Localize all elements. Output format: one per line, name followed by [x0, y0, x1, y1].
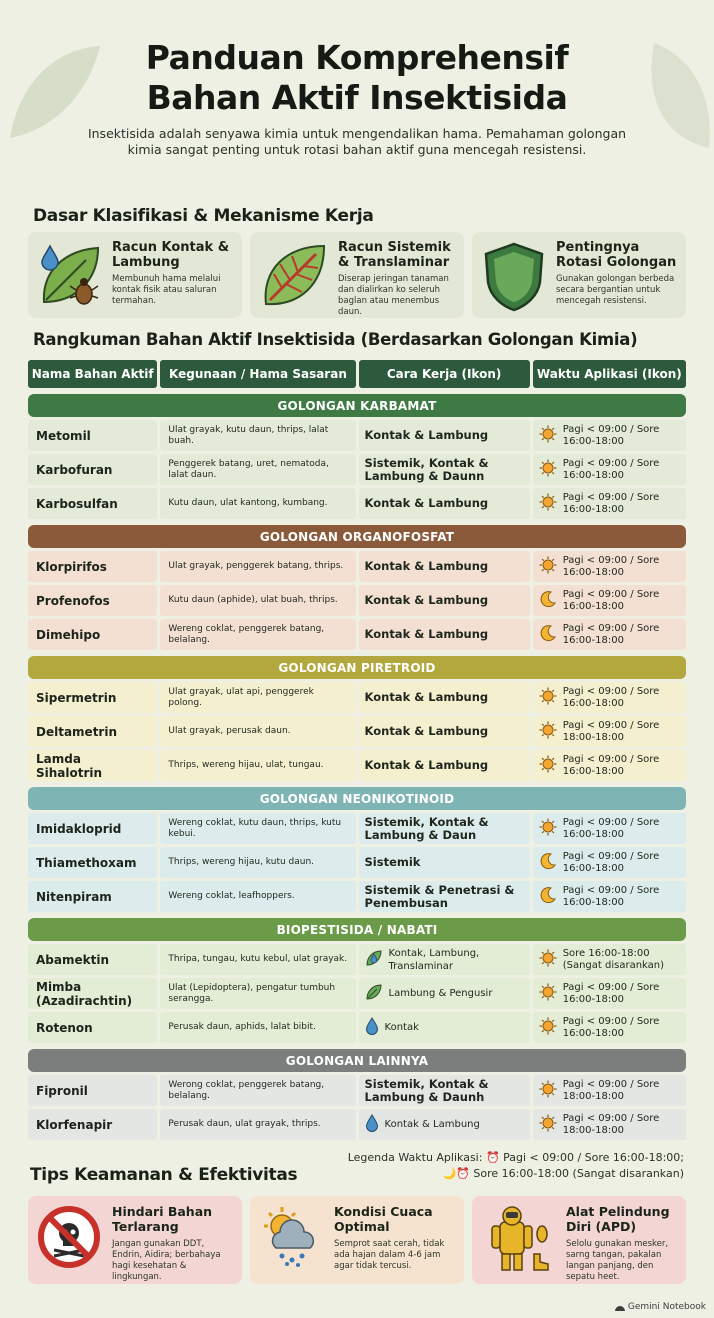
cell-kegunaan-text: Wereng coklat, penggerek batang, belalang.: [168, 623, 325, 645]
cell-waktu-text: Pagi < 09:00 / Sore 18:00-18:00: [562, 1112, 660, 1136]
cell-cara-kerja: [359, 551, 530, 582]
cell-nama: [28, 585, 157, 616]
sun-icon: [539, 949, 557, 971]
cell-nama-text: Deltametrin: [36, 724, 117, 739]
cell-nama: [28, 716, 157, 747]
table-row: [28, 1109, 686, 1140]
drop-icon: [365, 1017, 379, 1039]
group-header: GOLONGAN LAINNYA: [28, 1049, 686, 1072]
cell-nama-text: Lamda Sihalotrin: [36, 751, 103, 780]
card-sistemik-translaminar: [250, 232, 464, 318]
cell-nama-text: Dimehipo: [36, 627, 101, 642]
cell-waktu-text: Pagi < 09:00 / Sore 16:00-18:00: [562, 884, 660, 908]
table-row: [28, 551, 686, 582]
cell-kegunaan: [160, 978, 355, 1009]
cell-nama: [28, 551, 157, 582]
cell-nama-text: Karbofuran: [36, 462, 113, 477]
cell-waktu: [533, 488, 686, 519]
cell-cara-kerja-text: Kontak & Lambung: [384, 1119, 480, 1130]
sun-icon: [539, 1080, 557, 1102]
cell-waktu-text: Pagi < 09:00 / Sore 16:00-18:00: [562, 588, 660, 612]
sun-icon: [539, 755, 557, 777]
cell-nama: [28, 682, 157, 713]
cell-waktu-text: Pagi < 09:00 / Sore 16:00-18:00: [562, 491, 660, 515]
tip-title: Alat Pelindung Diri (APD): [566, 1204, 670, 1234]
table-body: [28, 394, 686, 1140]
brand-text: Gemini Notebook: [627, 1302, 706, 1312]
moon-icon: [539, 852, 557, 874]
sun-icon: [539, 556, 557, 578]
cell-nama-text: Sipermetrin: [36, 690, 117, 705]
table-row: [28, 978, 686, 1009]
cell-cara-kerja-text: Sistemik, Kontak & Lambung & Daunh: [364, 1076, 489, 1104]
cell-waktu: [533, 881, 686, 912]
cell-kegunaan-text: Penggerek batang, uret, nematoda, lalat daun.: [168, 458, 329, 480]
card-title: Racun Sistemik & Translaminar: [338, 240, 451, 270]
moon-icon: [539, 590, 557, 612]
cell-nama-text: Metomil: [36, 428, 91, 443]
section-title-tips: Tips Keamanan & Efektivitas: [30, 1165, 298, 1185]
cell-kegunaan-text: Ulat grayak, ulat api, penggerek polong.: [168, 686, 314, 708]
cell-kegunaan: [160, 847, 355, 878]
title-line-1: Panduan Komprehensif: [145, 38, 569, 77]
card-rotasi-golongan: [472, 232, 686, 318]
cell-kegunaan: [160, 813, 355, 844]
cell-cara-kerja-text: Sistemik, Kontak & Lambung & Daunn: [364, 455, 489, 483]
sun-icon: [539, 818, 557, 840]
card-desc: Gunakan golongan berbeda secara bergantian untuk mencegah resistensi.: [556, 274, 675, 306]
sun-icon: [539, 493, 557, 515]
cell-cara-kerja-text: Kontak & Lambung: [364, 627, 489, 641]
cell-nama: [28, 1075, 157, 1106]
cell-cara-kerja-text: Sistemik: [364, 855, 421, 869]
header-nama: Nama Bahan Aktif: [28, 360, 157, 388]
cell-waktu: [533, 551, 686, 582]
cell-nama-text: Nitenpiram: [36, 889, 112, 904]
cell-cara-kerja: [359, 1075, 530, 1106]
shield-icon: [480, 240, 548, 312]
cell-waktu-text: Pagi < 09:00 / Sore 16:00-18:00: [562, 423, 660, 447]
leaf-decoration-icon: [0, 38, 110, 148]
cell-waktu-text: Pagi < 09:00 / Sore 18:00-18:00: [562, 1078, 660, 1102]
cell-cara-kerja: [359, 488, 530, 519]
prohibited-skull-icon: [36, 1204, 102, 1270]
tip-desc: Selolu gunakan mesker, sarng tangan, pakalan langan panjang, den sepatu heet.: [566, 1239, 669, 1282]
cell-kegunaan: [160, 551, 355, 582]
cell-waktu: [533, 944, 686, 975]
card-desc: Diserap jeringan tanaman dan dialirkan ko seleruh baglan atau menembus daun.: [338, 274, 449, 317]
cell-waktu-text: Pagi < 09:00 / Sore 16:00-18:00: [562, 1015, 660, 1039]
cell-cara-kerja: [359, 944, 530, 975]
cell-nama-text: Klorfenapir: [36, 1117, 113, 1132]
cell-waktu-text: Pagi < 09:00 / Sore 16:00-18:00: [562, 753, 660, 777]
cell-kegunaan-text: Kutu daun (aphide), ulat buah, thrips.: [168, 595, 338, 605]
sun-icon: [539, 983, 557, 1005]
tip-desc: Jangan gunakan DDT, Endrin, Aidira; berbahaya hagi kesehatan & lingkungan.: [112, 1239, 221, 1282]
cell-nama: [28, 454, 157, 485]
cell-cara-kerja: [359, 978, 530, 1009]
leaf-decoration-icon: [624, 38, 714, 158]
table-row: [28, 1012, 686, 1043]
cell-waktu-text: Pagi < 09:00 / Sore 16:00-18:00: [562, 850, 660, 874]
cell-nama: [28, 750, 157, 781]
cell-nama-text: Profenofos: [36, 593, 110, 608]
cell-nama: [28, 619, 157, 650]
cell-cara-kerja: [359, 716, 530, 747]
tip-desc: Semprot saat cerah, tidak ada hajan dalam 4-6 jam agar tidak tercusi.: [334, 1239, 445, 1271]
cell-nama: [28, 978, 157, 1009]
table-row: [28, 420, 686, 451]
sun-icon: [539, 425, 557, 447]
cell-cara-kerja-text: Sistemik & Penetrasi & Penembusan: [364, 882, 515, 910]
cell-waktu-text: Pagi < 09:00 / Sore 18:00-18:00: [562, 719, 660, 743]
cell-cara-kerja-text: Kontak & Lambung: [364, 690, 489, 704]
group-header: BIOPESTISIDA / NABATI: [28, 918, 686, 941]
table-row: [28, 881, 686, 912]
cell-cara-kerja-text: Sistemik, Kontak & Lambung & Daun: [364, 814, 489, 842]
table-row: [28, 813, 686, 844]
card-title: Pentingnya Rotasi Golongan: [556, 240, 677, 270]
cell-nama: [28, 881, 157, 912]
card-title: Racun Kontak & Lambung: [112, 240, 230, 270]
cell-cara-kerja: [359, 1109, 530, 1140]
moon-icon: [539, 886, 557, 908]
sun-icon: [539, 1017, 557, 1039]
cell-kegunaan: [160, 750, 355, 781]
cell-waktu: [533, 750, 686, 781]
cell-cara-kerja-text: Kontak, Lambung, Translaminar: [388, 947, 480, 972]
cell-cara-kerja-text: Kontak & Lambung: [364, 593, 489, 607]
cell-nama-text: Klorpirifos: [36, 559, 107, 574]
moon-icon: [539, 624, 557, 646]
cell-kegunaan: [160, 1012, 355, 1043]
cell-waktu-text: Pagi < 09:00 / Sore 16:00-18:00: [562, 816, 660, 840]
header-kegunaan: Kegunaan / Hama Sasaran: [160, 360, 355, 388]
cell-cara-kerja: [359, 420, 530, 451]
cell-cara-kerja-text: Kontak & Lambung: [364, 496, 489, 510]
cell-nama: [28, 1012, 157, 1043]
table-row: [28, 682, 686, 713]
cell-waktu: [533, 847, 686, 878]
cell-cara-kerja: [359, 881, 530, 912]
tips-cards: [28, 1196, 686, 1284]
cell-nama-text: Fipronil: [36, 1083, 88, 1098]
cell-nama: [28, 420, 157, 451]
intro-text: Insektisida adalah senyawa kimia untuk mengendalikan hama. Pemahaman golongan kimia sangat penting untuk rotasi bahan aktif guna mencegah resistensi.: [87, 126, 627, 157]
cell-kegunaan: [160, 585, 355, 616]
cell-waktu: [533, 1109, 686, 1140]
group-header: GOLONGAN NEONIKOTINOID: [28, 787, 686, 810]
cell-kegunaan-text: Ulat grayak, penggerek batang, thrips.: [168, 561, 344, 571]
cell-kegunaan: [160, 619, 355, 650]
table-row: [28, 488, 686, 519]
cell-waktu: [533, 1075, 686, 1106]
header-cara-kerja: Cara Kerja (Ikon): [359, 360, 530, 388]
cell-kegunaan: [160, 944, 355, 975]
sun-cloud-rain-icon: [258, 1204, 324, 1270]
cell-waktu: [533, 682, 686, 713]
cell-waktu: [533, 1012, 686, 1043]
insecticide-table: [28, 360, 686, 1140]
cell-cara-kerja-text: Kontak & Lambung: [364, 724, 489, 738]
cell-nama-text: Mimba (Azadirachtin): [36, 979, 133, 1008]
tip-card-terlarang: [28, 1196, 242, 1284]
brand-watermark: [615, 1302, 706, 1312]
cell-cara-kerja: [359, 847, 530, 878]
cell-cara-kerja: [359, 1012, 530, 1043]
cell-nama-text: Abamektin: [36, 952, 109, 967]
title-line-2: Bahan Aktif Insektisida: [146, 78, 568, 117]
cell-waktu: [533, 619, 686, 650]
cell-kegunaan-text: Perusak daun, ulat grayak, thrips.: [168, 1119, 321, 1129]
sun-icon: [539, 721, 557, 743]
cell-kegunaan: [160, 716, 355, 747]
cell-kegunaan: [160, 454, 355, 485]
tip-title: Hindari Bahan Terlarang: [112, 1204, 213, 1234]
cell-kegunaan: [160, 881, 355, 912]
cell-waktu-text: Pagi < 09:00 / Sore 16:00-18:00: [562, 554, 660, 578]
cell-waktu: [533, 978, 686, 1009]
cell-waktu: [533, 716, 686, 747]
cell-kegunaan-text: Ulat (Lepidoptera), pengatur tumbuh serangga.: [168, 982, 336, 1004]
legend-line-2: 🌙⏰ Sore 16:00-18:00 (Sangat disarankan): [442, 1167, 684, 1180]
table-row: [28, 847, 686, 878]
cell-cara-kerja: [359, 585, 530, 616]
cell-waktu: [533, 454, 686, 485]
cell-waktu-text: Pagi < 09:00 / Sore 16:00-18:00: [562, 685, 660, 709]
card-kontak-lambung: [28, 232, 242, 318]
cell-kegunaan-text: Ulat grayak, perusak daun.: [168, 726, 291, 736]
cell-kegunaan-text: Thripa, tungau, kutu kebul, ulat grayak.: [168, 954, 348, 964]
cell-nama-text: Karbosulfan: [36, 496, 118, 511]
group-header: GOLONGAN KARBAMAT: [28, 394, 686, 417]
cell-nama-text: Rotenon: [36, 1020, 93, 1035]
tip-title: Kondisi Cuaca Optimal: [334, 1204, 433, 1234]
cell-cara-kerja: [359, 682, 530, 713]
header-waktu: Waktu Aplikasi (Ikon): [533, 360, 686, 388]
tip-card-apd: [472, 1196, 686, 1284]
leaf-water-bug-icon: [36, 240, 104, 310]
cell-kegunaan-text: Thrips, wereng hijau, ulat, tungau.: [168, 760, 324, 770]
table-row: [28, 716, 686, 747]
cell-cara-kerja: [359, 813, 530, 844]
gemini-logo-icon: [615, 1303, 625, 1311]
cell-waktu-text: Sore 16:00-18:00 (Sangat disarankan): [562, 947, 665, 971]
table-row: [28, 454, 686, 485]
cell-kegunaan: [160, 488, 355, 519]
legend-line-1: Legenda Waktu Aplikasi: ⏰ Pagi < 09:00 / Sore 16:00-18:00;: [347, 1151, 684, 1164]
cell-nama-text: Thiamethoxam: [36, 855, 137, 870]
leaf-icon: [365, 983, 383, 1005]
cell-kegunaan-text: Kutu daun, ulat kantong, kumbang.: [168, 498, 328, 508]
section-title-rangkuman: Rangkuman Bahan Aktif Insektisida (Berdasarkan Golongan Kimia): [33, 330, 638, 349]
cell-cara-kerja-text: Kontak & Lambung: [364, 428, 489, 442]
cell-cara-kerja: [359, 454, 530, 485]
cell-kegunaan-text: Wereng coklat, kutu daun, thrips, kutu kebui.: [168, 817, 342, 839]
group-header: GOLONGAN PIRETROID: [28, 656, 686, 679]
cell-waktu: [533, 585, 686, 616]
table-row: [28, 1075, 686, 1106]
cell-waktu-text: Pagi < 09:00 / Sore 16:00-18:00: [562, 457, 660, 481]
sun-icon: [539, 1114, 557, 1136]
cell-nama: [28, 813, 157, 844]
drop-icon: [365, 1114, 379, 1136]
card-desc: Membunuh hama melalui kontak fisik atau saluran termahan.: [112, 274, 221, 306]
table-row: [28, 944, 686, 975]
legend: [348, 1150, 684, 1182]
cell-cara-kerja: [359, 619, 530, 650]
cell-waktu: [533, 420, 686, 451]
cell-waktu: [533, 813, 686, 844]
cell-cara-kerja: [359, 750, 530, 781]
cell-kegunaan-text: Perusak daun, aphids, lalat bibit.: [168, 1022, 316, 1032]
cell-kegunaan: [160, 682, 355, 713]
cell-nama: [28, 847, 157, 878]
cell-kegunaan: [160, 420, 355, 451]
cell-cara-kerja-text: Kontak: [384, 1022, 419, 1033]
table-row: [28, 619, 686, 650]
cell-waktu-text: Pagi < 09:00 / Sore 16:00-18:00: [562, 981, 660, 1005]
sun-icon: [539, 459, 557, 481]
group-header: GOLONGAN ORGANOFOSFAT: [28, 525, 686, 548]
classification-cards: [28, 232, 686, 318]
cell-kegunaan-text: Ulat grayak, kutu daun, thrips, lalat buah.: [168, 424, 329, 446]
cell-kegunaan: [160, 1075, 355, 1106]
cell-waktu-text: Pagi < 09:00 / Sore 16:00-18:00: [562, 622, 660, 646]
sun-icon: [539, 687, 557, 709]
cell-nama: [28, 488, 157, 519]
leaf-veins-icon: [258, 240, 330, 312]
cell-kegunaan: [160, 1109, 355, 1140]
drop-leaf-icon: [365, 949, 383, 971]
cell-nama-text: Imidakloprid: [36, 821, 122, 836]
cell-kegunaan-text: Werong coklat, penggerek batang, belalang.: [168, 1079, 325, 1101]
cell-kegunaan-text: Wereng coklat, leafhoppers.: [168, 891, 295, 901]
tip-card-cuaca: [250, 1196, 464, 1284]
hazmat-suit-icon: [480, 1204, 556, 1276]
cell-cara-kerja-text: Lambung & Pengusir: [388, 988, 493, 999]
cell-kegunaan-text: Thrips, wereng hijau, kutu daun.: [168, 857, 315, 867]
table-header: [28, 360, 686, 388]
cell-nama: [28, 1109, 157, 1140]
section-title-dasar: Dasar Klasifikasi & Mekanisme Kerja: [33, 206, 374, 226]
cell-nama: [28, 944, 157, 975]
cell-cara-kerja-text: Kontak & Lambung: [364, 559, 489, 573]
cell-cara-kerja-text: Kontak & Lambung: [364, 758, 489, 772]
table-row: [28, 750, 686, 781]
table-row: [28, 585, 686, 616]
